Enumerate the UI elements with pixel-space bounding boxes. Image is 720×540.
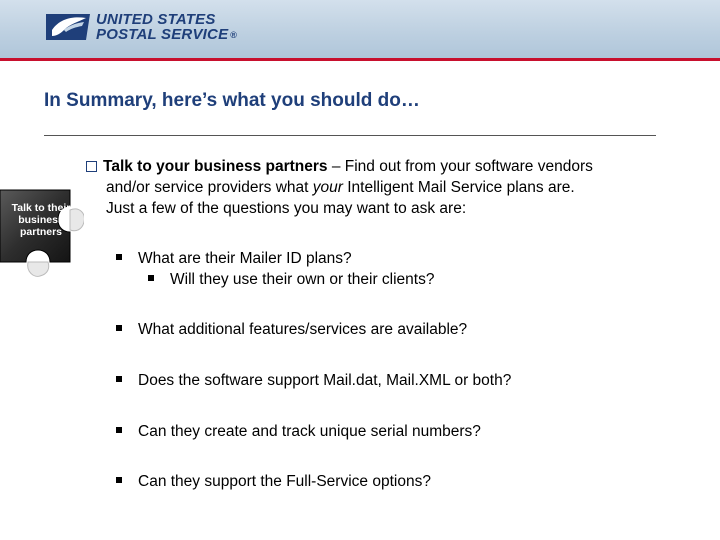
header-band <box>0 0 720 61</box>
lead-paragraph <box>86 156 686 219</box>
lead-line2-italic: your <box>312 179 343 196</box>
eagle-logo-icon <box>46 10 90 44</box>
title-divider <box>44 135 656 136</box>
square-bullet-icon <box>116 325 122 331</box>
lead-bold: Talk to your business partners <box>103 158 328 175</box>
usps-logo <box>46 8 237 46</box>
lead-line1-rest: – Find out from your software vendors <box>327 158 593 175</box>
square-bullet-icon <box>116 376 122 382</box>
lead-line2-pre: and/or service providers what <box>106 179 313 196</box>
square-bullet-icon <box>148 275 154 281</box>
registered-mark: ® <box>230 29 238 40</box>
list-item: What are their Mailer ID plans? <box>116 250 352 268</box>
puzzle-label: Talk to their business partners <box>11 202 71 238</box>
list-item: Can they create and track unique serial numbers? <box>116 423 481 441</box>
list-item: Does the software support Mail.dat, Mail.XML or both? <box>116 372 511 390</box>
list-item: Can they support the Full-Service options? <box>116 473 431 491</box>
list-item: What additional features/services are available? <box>116 321 467 339</box>
checkbox-bullet-icon <box>86 161 97 172</box>
slide-title: In Summary, here’s what you should do… <box>44 90 420 111</box>
square-bullet-icon <box>116 477 122 483</box>
list-item: Will they use their own or their clients? <box>148 271 434 289</box>
logo-line1: UNITED STATES <box>96 10 216 28</box>
lead-line3: Just a few of the questions you may want to ask are: <box>106 200 467 217</box>
logo-line2: POSTAL SERVICE <box>96 25 229 43</box>
lead-line2-post: Intelligent Mail Service plans are. <box>342 179 575 196</box>
square-bullet-icon <box>116 427 122 433</box>
square-bullet-icon <box>116 254 122 260</box>
